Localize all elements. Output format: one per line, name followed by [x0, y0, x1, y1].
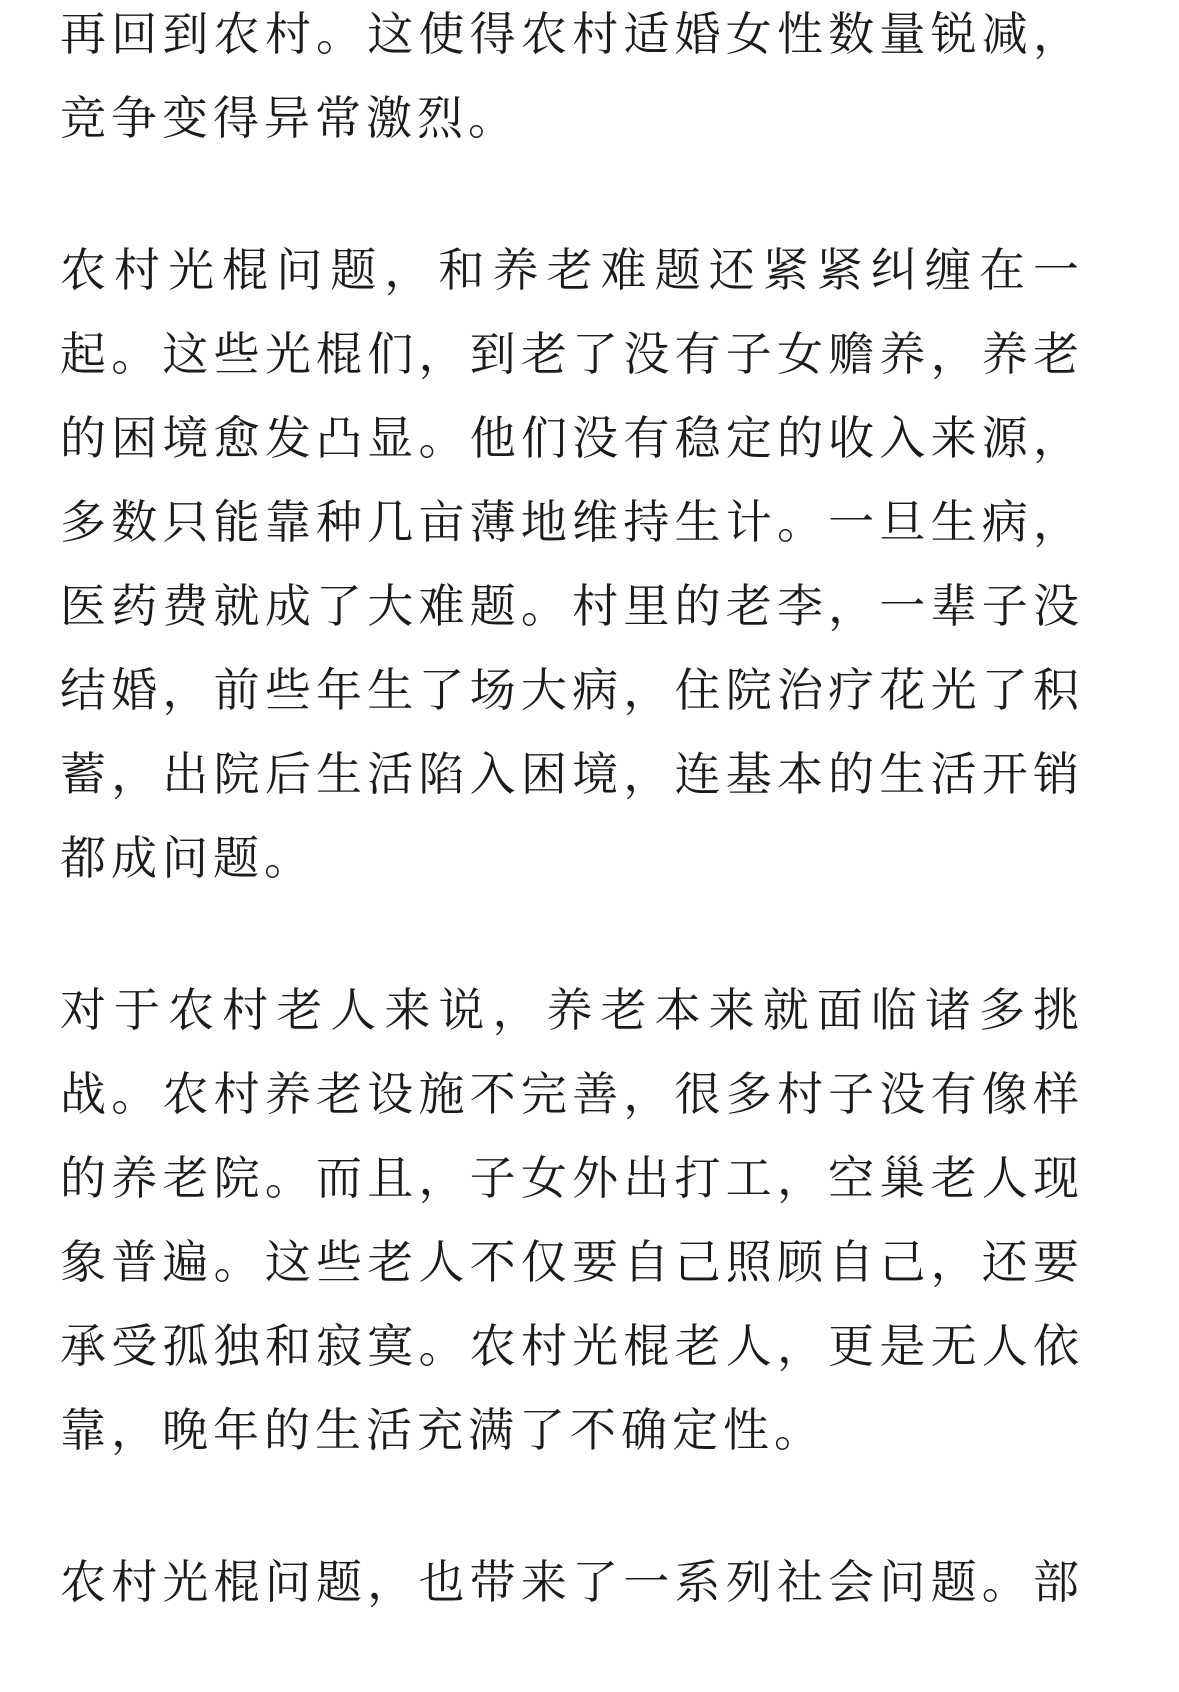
text-line: 的养老院。而且，子女外出打工，空巢老人现 [60, 1151, 1084, 1205]
text-line: 结婚，前些年生了场大病，住院治疗花光了积 [60, 663, 1084, 717]
paragraph-3 [60, 968, 1084, 1472]
text-line: 对于农村老人来说，养老本来就面临诸多挑 [60, 983, 1084, 1037]
paragraph-4 [60, 1540, 1084, 1624]
text-line: 竞争变得异常激烈。 [60, 91, 519, 145]
text-line: 的困境愈发凸显。他们没有稳定的收入来源， [60, 411, 1084, 465]
text-line: 蓄，出院后生活陷入困境，连基本的生活开销 [60, 747, 1084, 801]
text-line: 都成问题。 [60, 831, 315, 885]
text-line: 起。这些光棍们，到老了没有子女赡养，养老 [60, 327, 1084, 381]
text-line: 靠，晚年的生活充满了不确定性。 [60, 1403, 825, 1457]
text-line: 承受孤独和寂寞。农村光棍老人，更是无人依 [60, 1319, 1084, 1373]
paragraph-2 [60, 228, 1084, 900]
text-line: 象普遍。这些老人不仅要自己照顾自己，还要 [60, 1235, 1084, 1289]
article-body [60, 0, 1084, 1692]
text-line: 农村光棍问题，和养老难题还紧紧纠缠在一 [60, 243, 1084, 297]
text-line: 再回到农村。这使得农村适婚女性数量锐减， [60, 7, 1084, 61]
paragraph-1 [60, 0, 1084, 160]
text-line: 战。农村养老设施不完善，很多村子没有像样 [60, 1067, 1084, 1121]
text-line: 医药费就成了大难题。村里的老李，一辈子没 [60, 579, 1084, 633]
text-line: 农村光棍问题，也带来了一系列社会问题。部 [60, 1555, 1084, 1609]
text-line: 多数只能靠种几亩薄地维持生计。一旦生病， [60, 495, 1084, 549]
